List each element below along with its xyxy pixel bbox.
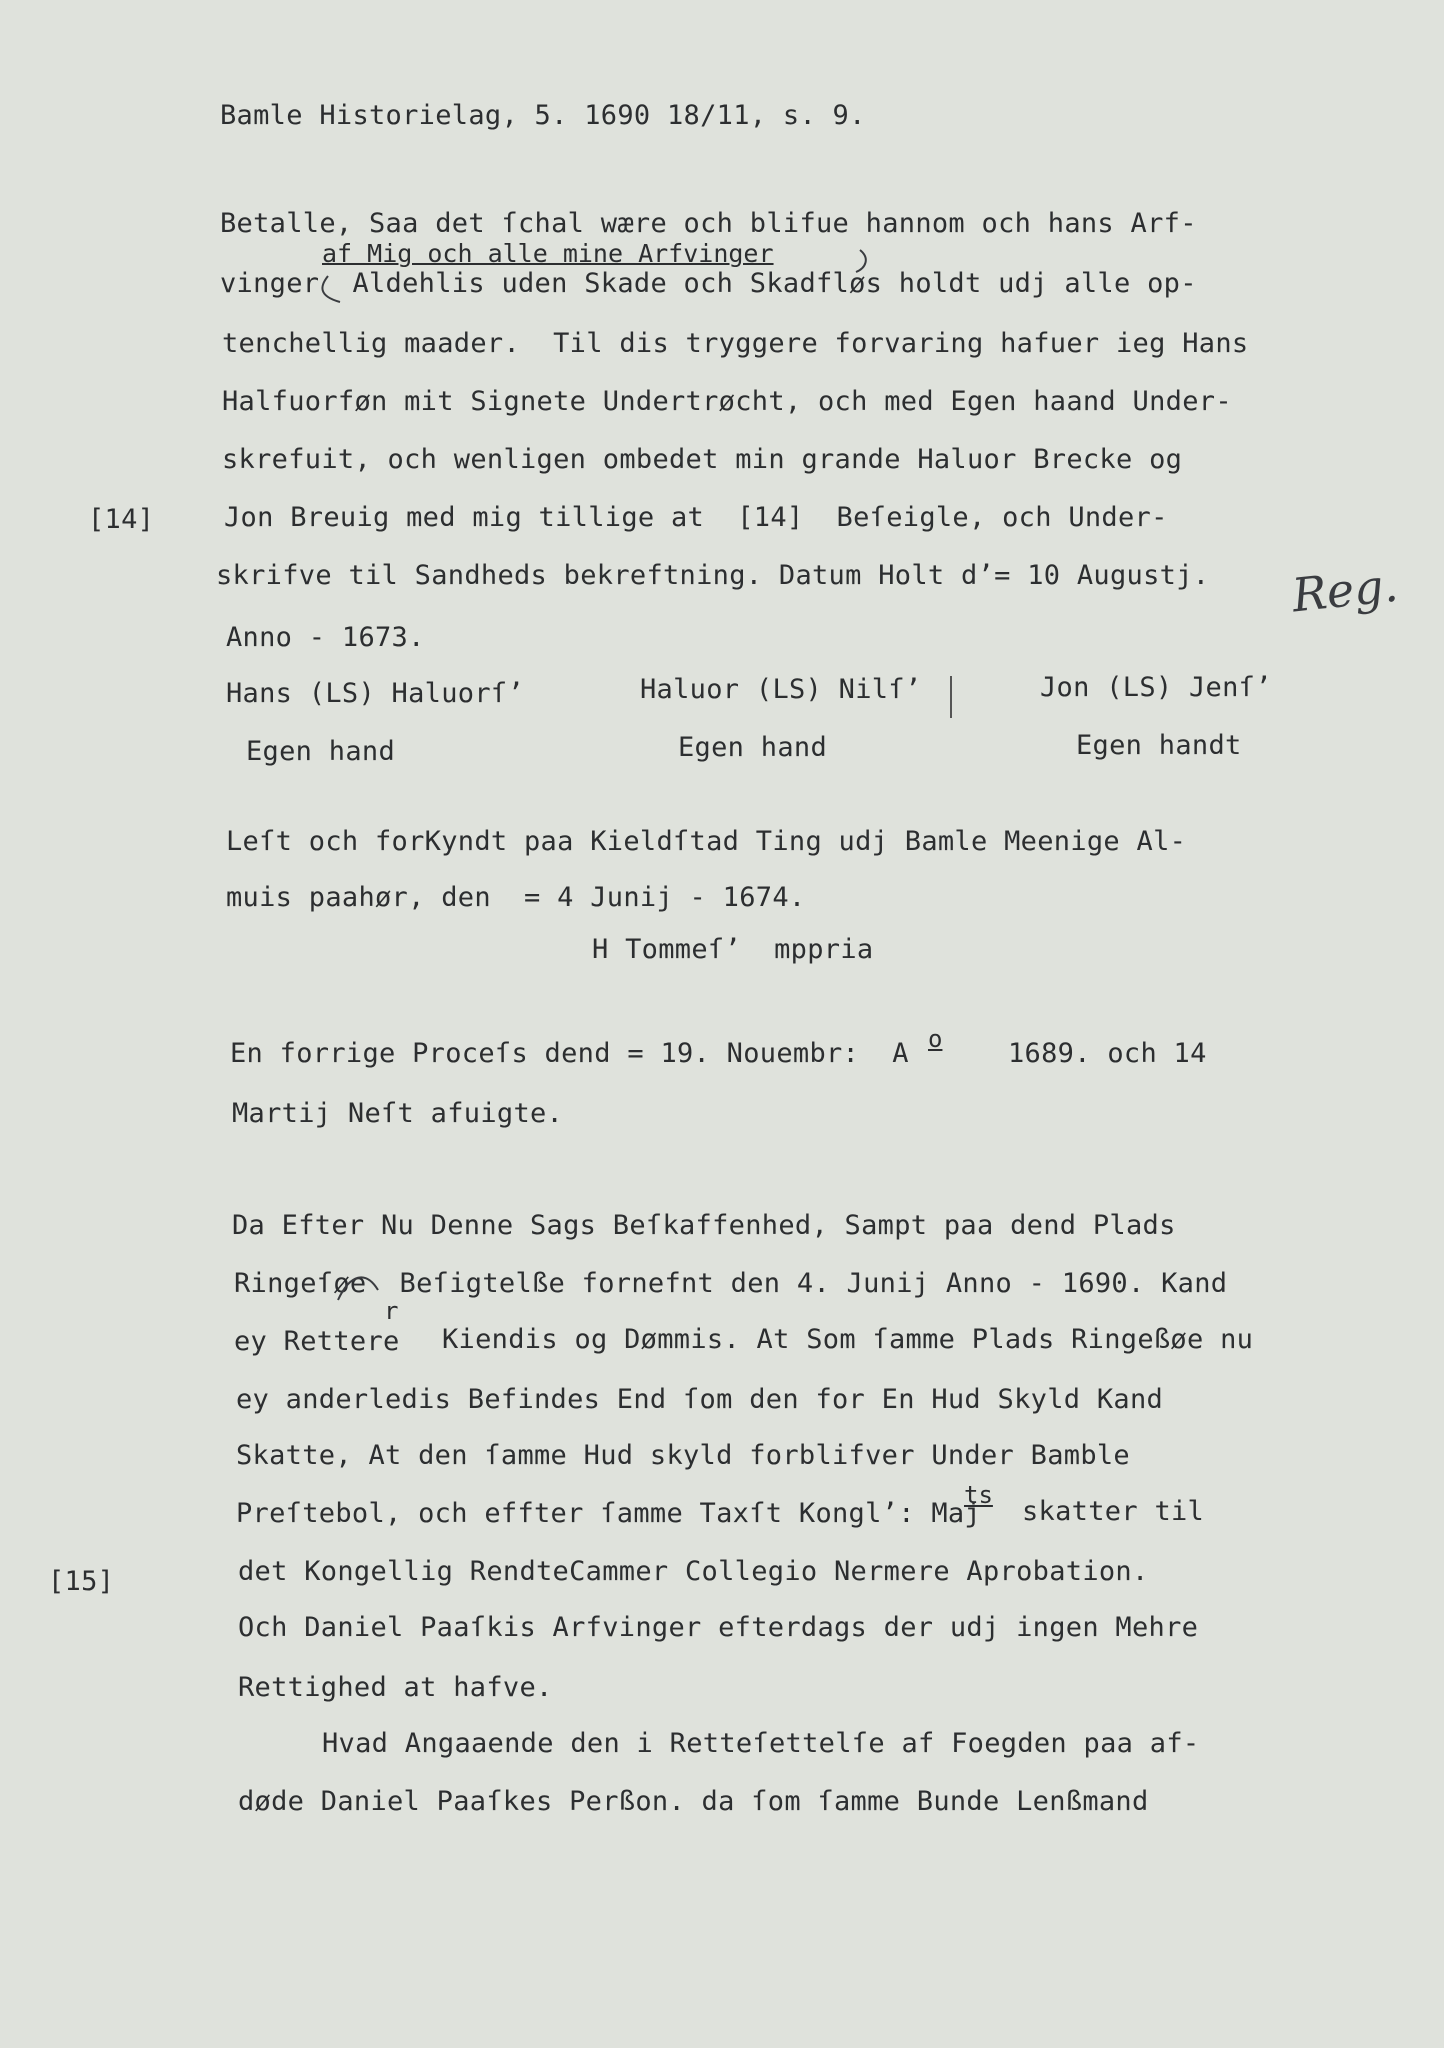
page-header: Bamle Historielag, 5. 1690 18/11, s. 9.: [220, 100, 866, 131]
text-line: ey anderledis Befindes End ſom den for En Hud Skyld Kand: [236, 1384, 1164, 1415]
text-line: tenchellig maader. Til dis tryggere forvaring hafuer ieg Hans: [222, 328, 1249, 359]
text-line: 1689. och 14: [1008, 1038, 1207, 1069]
superscript: r: [384, 1297, 399, 1325]
text-line: H Tommeſ’ mppria: [592, 934, 874, 965]
text-line: ey Rettere: [234, 1326, 400, 1357]
signature-name: Hans (LS) Haluorſ’: [226, 678, 524, 709]
text-line: En forrige Proceſs dend = 19. Nouembr: A: [230, 1038, 909, 1069]
margin-reference: [14]: [88, 504, 155, 535]
text-line: skatter til: [1022, 1496, 1205, 1527]
superscript: o: [928, 1025, 943, 1053]
text-line: vinger Aldehlis uden Skade och Skadfløs holdt udj alle op-: [220, 268, 1197, 299]
handwritten-insertion: af Mig och alle mine Arfvinger: [322, 239, 774, 268]
text-line: Betalle, Saa det ſchal wære och blifue hannom och hans Arf-: [220, 208, 1197, 239]
text-line: døde Daniel Paaſkes Perßon. da ſom ſamme Bunde Lenßmand: [238, 1786, 1149, 1817]
signature-hand: Egen hand: [678, 732, 827, 763]
text-line: Jon Breuig med mig tillige at [14] Beſeigle, och Under-: [224, 502, 1168, 533]
text-line: Rettighed at hafve.: [238, 1672, 553, 1703]
margin-reference: [15]: [48, 1566, 115, 1597]
text-line: skrefuit, och wenligen ombedet min grande Haluor Brecke og: [222, 444, 1183, 475]
text-line: Hvad Angaaende den i Retteſettelſe af Foegden paa af-: [322, 1728, 1200, 1759]
signature-hand: Egen handt: [1076, 730, 1242, 761]
handwritten-side-note: Reg.: [1289, 557, 1401, 623]
signature-name: Jon (LS) Jenſ’: [1040, 672, 1272, 703]
text-line: Martij Neſt afuigte.: [232, 1098, 564, 1129]
text-line: Da Efter Nu Denne Sags Beſkaffenhed, Sampt paa dend Plads: [232, 1210, 1176, 1241]
superscript: ts: [964, 1481, 993, 1509]
text-line: Leſt och forKyndt paa Kieldſtad Ting udj Bamle Meenige Al-: [226, 826, 1187, 857]
text-line: Anno - 1673.: [226, 622, 425, 653]
text-line: det Kongellig RendteCammer Collegio Nermere Aprobation.: [238, 1556, 1149, 1587]
text-line: Preſtebol, och effter ſamme Taxſt Kongl’: Maj: [236, 1498, 981, 1529]
text-line: Halfuorføn mit Signete Undertrøcht, och med Egen haand Under-: [222, 386, 1232, 417]
text-line: muis paahør, den = 4 Junij - 1674.: [226, 882, 806, 913]
text-line: Skatte, At den ſamme Hud skyld forblifver Under Bamble: [236, 1440, 1130, 1471]
text-line: Och Daniel Paaſkis Arfvinger efterdags der udj ingen Mehre: [238, 1612, 1199, 1643]
signature-name: Haluor (LS) Nilſ’: [640, 674, 922, 705]
pencil-stroke: [950, 676, 952, 718]
text-line: Kiendis og Dømmis. At Som ſamme Plads Ringeßøe nu: [442, 1324, 1254, 1355]
signature-hand: Egen hand: [246, 736, 395, 767]
text-line: skrifve til Sandheds bekreftning. Datum Holt d’= 10 Augustj.: [216, 560, 1210, 591]
text-line: Ringeſøe Beſigtelße fornefnt den 4. Junij Anno - 1690. Kand: [234, 1268, 1228, 1299]
